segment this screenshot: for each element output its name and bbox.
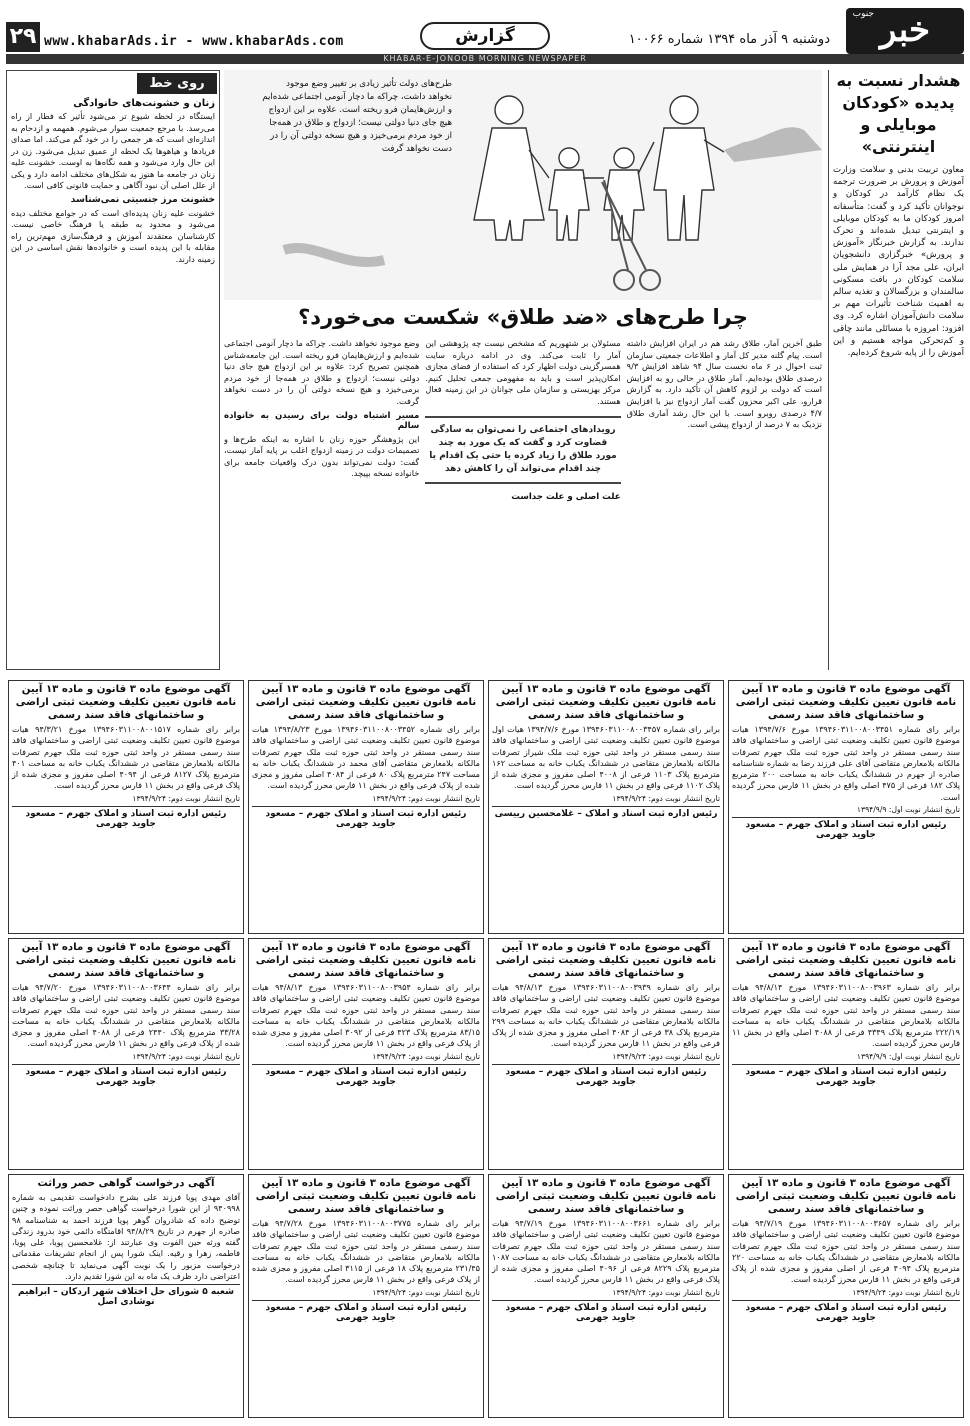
legal-ad <box>728 1174 964 1418</box>
legal-ad <box>248 938 484 1170</box>
ad-date: تاریخ انتشار نوبت دوم: ۱۳۹۴/۹/۲۴ <box>372 1051 480 1061</box>
ad-title: آگهی موضوع ماده ۳ قانون و ماده ۱۳ آیین نامه قانون تعیین تکلیف وضعیت ثبتی اراضی و ساختمانهای فاقد سند رسمی <box>15 684 237 721</box>
right-column-article <box>828 70 964 670</box>
article-photo <box>224 70 822 300</box>
legal-ad <box>488 1174 724 1418</box>
legal-ads-section <box>6 680 964 1420</box>
ad-title: آگهی موضوع ماده ۳ قانون و ماده ۱۳ آیین نامه قانون تعیین تکلیف وضعیت ثبتی اراضی و ساختمانهای فاقد سند رسمی <box>15 942 237 979</box>
ad-title: آگهی موضوع ماده ۳ قانون و ماده ۱۳ آیین نامه قانون تعیین تکلیف وضعیت ثبتی اراضی و ساختمانهای فاقد سند رسمی <box>735 942 957 979</box>
legal-ad <box>728 680 964 934</box>
ad-date: تاریخ انتشار نوبت دوم: ۱۳۹۴/۹/۲۴ <box>132 1051 240 1061</box>
article-col-1-text: طبق آخرین آمار، طلاق رشد هم در ایران افزایش داشته است. پیام گلنه مدیر کل آمار و اطلاعات جمعیتی سازمان ثبت احوال در ۶ ماه نخست سال ۹۴ شاهد افزایش ۹/۳ درصدی طلاق بوده‌ایم. آمار طلاق در حالی رو به افزایش است که دولت بر لزوم کاهش آن تأکید دارد. به گزارش قرارو، علی اکبر محزون گفت آمار ازدواج نیز با افزایش ۴/۷ درصدی روبرو است. با این حال رشد آماری طلاق نزدیک به ۷ درصد از ازدواج پیشی است. <box>626 338 822 430</box>
main-article <box>224 70 822 670</box>
ad-body: برابر رای شماره ۱۳۹۴۶۰۳۱۱۰۰۸۰۰۳۹۶۳ مورخ ۹۴/۸/۱۴ هیات موضوع قانون تعیین تکلیف وضعیت ثبتی اراضی و ساختمانهای فاقد سند رسمی مستقر در واحد ثبتی حوزه ثبت ملک جهرم تصرفات مالکانه بلامعارض متقاضی در ششدانگ یکباب خانه به مساحت ۲۲۲/۱۹ مترمربع پلاک ۴۳۴۹ فرعی از ۴۰۸۸ اصلی واقع در بخش ۱۱ فارس محرز گردیده است. <box>732 982 961 1049</box>
ad-signature: رئیس اداره ثبت اسناد و املاک – غلامحسین رییسی <box>492 806 720 819</box>
legal-ad-inheritance <box>8 1174 244 1418</box>
article-col-3-text: وضع موجود نخواهد داشت. چراکه ما دچار آنومی اجتماعی شده‌ایم و ارزش‌هایمان فرو ریخته است. این جامعه‌شناس همچنین تصریح کرد: علاوه بر این ازدواج هیچ جای دنیا دولتی نیست؛ ازدواج و طلاق در همه‌جا از خود مردم برمی‌خیزد و هیچ نسخه دولتی آن را در دست نخواهد گرفت. <box>224 338 420 406</box>
masthead <box>0 0 970 64</box>
ad-body: برابر رای شماره ۱۳۹۴۶۰۳۱۱۰۰۸۰۰۳۹۵۴ مورخ ۹۴/۸/۱۳ هیات موضوع قانون تعیین تکلیف وضعیت ثبتی اراضی و ساختمانهای فاقد سند رسمی مستقر در واحد ثبتی حوزه ثبت ملک جهرم تصرفات مالکانه بلامعارض متقاضی در ششدانگ یکباب خانه به مساحت ۸۳/۱۵ مترمربع پلاک ۴۲۳ فرعی از ۳۰۹۲ اصلی مفروز و مجزی شده از پلاک فرعی واقع در بخش ۱۱ فارس محرز گردیده است. <box>252 982 481 1049</box>
tagline: KHABAR-E-JONOOB MORNING NEWSPAPER <box>6 54 964 64</box>
pull-quote: رویدادهای اجتماعی را نمی‌توان به سادگی قضاوت کرد و گفت که یک مورد به چند مورد طلاق را زیاد کرده یا حتی یک اقدام یا چند اقدام می‌تواند آن را کاهش دهد <box>425 416 620 484</box>
ad-body: برابر رای شماره ۱۳۹۴۶۰۳۱۱۰۰۸۰۰۱۵۱۷ مورخ ۹۴/۳/۲۱ هیات موضوع قانون تعیین تکلیف وضعیت ثبتی اراضی و ساختمانهای فاقد سند رسمی مستقر در واحد ثبتی حوزه ثبت ملک جهرم تصرفات مالکانه بلامعارض متقاضی در ششدانگ یکباب خانه به مساحت ۴۰۱ مترمربع پلاک ۸۱۲۷ فرعی از ۴۰۹۴ اصلی مفروز و مجزی شده از پلاک فرعی واقع در بخش ۱۱ فارس محرز گردیده است. <box>12 724 241 791</box>
ad-date: تاریخ انتشار نوبت دوم: ۱۳۹۴/۹/۲۴ <box>612 1287 720 1297</box>
legal-ad <box>488 680 724 934</box>
ad-title: آگهی درخواست گواهی حصر وراثت <box>37 1178 215 1189</box>
legal-ad <box>8 938 244 1170</box>
legal-ad <box>248 1174 484 1418</box>
ad-signature: رئیس اداره ثبت اسناد و املاک جهرم – مسعود جاوید جهرمی <box>12 806 240 829</box>
ad-body: برابر رای شماره ۱۳۹۴۶۰۳۱۱۰۰۸۰۰۳۶۴۴ مورخ ۹۴/۷/۲۰ هیات موضوع قانون تعیین تکلیف وضعیت ثبتی اراضی و ساختمانهای فاقد سند رسمی مستقر در واحد ثبتی حوزه ثبت ملک جهرم تصرفات مالکانه بلامعارض متقاضی در ششدانگ یکباب خانه به مساحت ۳۳/۲۸ مترمربع پلاک ۲۴۴۰ فرعی از ۴۰۸۸ اصلی مفروز و مجزی شده از پلاک فرعی واقع در بخش ۱۱ فارس محرز گردیده است. <box>12 982 241 1049</box>
legal-ad <box>8 680 244 934</box>
ad-title: آگهی موضوع ماده ۳ قانون و ماده ۱۳ آیین نامه قانون تعیین تکلیف وضعیت ثبتی اراضی و ساختمانهای فاقد سند رسمی <box>255 942 477 979</box>
ad-title: آگهی موضوع ماده ۳ قانون و ماده ۱۳ آیین نامه قانون تعیین تکلیف وضعیت ثبتی اراضی و ساختمانهای فاقد سند رسمی <box>735 684 957 721</box>
ad-date: تاریخ انتشار نوبت دوم: ۱۳۹۴/۹/۲۴ <box>132 793 240 803</box>
legal-ad <box>728 938 964 1170</box>
ad-body: برابر رای شماره ۱۳۹۴۶۰۳۱۱۰۰۸۰۰۳۴۵۱ مورخ ۱۳۹۴/۷/۶ هیات موضوع قانون تعیین تکلیف وضعیت ثبتی اراضی و ساختمانهای فاقد سند رسمی مستقر در واحد ثبتی حوزه ثبت ملک جهرم تصرفات مالکانه بلامعارض متقاضی آقای علی فرزند رضا به شماره شناسنامه صادره از جهرم در ششدانگ یکباب خانه به مساحت ۲۰۰ مترمربع پلاک ۱۸۲ فرعی از ۴۷۵ اصلی واقع در بخش ۱۱ فارس محرز گردیده است. <box>732 724 961 802</box>
left-article-subtitle: خشونت مرز جنسیتی نمی‌شناسد <box>70 194 215 205</box>
article-col-3 <box>224 338 419 670</box>
ad-date: تاریخ انتشار نوبت دوم: ۱۳۹۴/۹/۲۴ <box>612 1051 720 1061</box>
article-col-3b-text: این پژوهشگر حوزه زنان با اشاره به اینکه طرح‌ها و تصمیمات دولت در زمینه ازدواج اغلب بر پایه آمار نیست، گفت: دولت نمی‌تواند بدون درک واقعیات جامعه برای خانواده نسخه بپیچد. <box>224 433 420 479</box>
ad-date: تاریخ انتشار نوبت دوم: ۱۳۹۴/۹/۲۴ <box>372 793 480 803</box>
legal-ad <box>248 680 484 934</box>
ad-signature: رئیس اداره ثبت اسناد و املاک جهرم – مسعود جاوید جهرمی <box>732 1300 960 1323</box>
left-column-article <box>6 70 220 670</box>
ad-body: برابر رای شماره ۱۳۹۴۶۰۳۱۱۰۰۸۰۰۳۶۶۱ مورخ ۹۴/۷/۱۹ هیات موضوع قانون تعیین تکلیف وضعیت ثبتی اراضی و ساختمانهای فاقد سند رسمی مستقر در واحد ثبتی حوزه ثبت ملک جهرم تصرفات مالکانه بلامعارض متقاضی در ششدانگ یکباب خانه به مساحت ۱۰۸۷ مترمربع پلاک ۸۲۲۹ فرعی از ۴۰۹۶ اصلی مفروز و مجزی شده از پلاک فرعی واقع در بخش ۱۱ فارس محرز گردیده است. <box>492 1218 721 1285</box>
ad-title: آگهی موضوع ماده ۳ قانون و ماده ۱۳ آیین نامه قانون تعیین تکلیف وضعیت ثبتی اراضی و ساختمانهای فاقد سند رسمی <box>495 942 717 979</box>
ad-title: آگهی موضوع ماده ۳ قانون و ماده ۱۳ آیین نامه قانون تعیین تکلیف وضعیت ثبتی اراضی و ساختمانهای فاقد سند رسمی <box>495 1178 717 1215</box>
site-url[interactable]: www.khabarAds.ir - www.khabarAds.com <box>44 34 344 49</box>
ad-signature: رئیس اداره ثبت اسناد و املاک جهرم – مسعود جاوید جهرمی <box>492 1300 720 1323</box>
ad-signature: رئیس اداره ثبت اسناد و املاک جهرم – مسعود جاوید جهرمی <box>732 1064 960 1087</box>
section-title: گزارش <box>420 22 550 50</box>
ad-signature: رئیس اداره ثبت اسناد و املاک جهرم – مسعود جاوید جهرمی <box>252 1064 480 1087</box>
ad-date: تاریخ انتشار نوبت دوم: ۱۳۹۴/۹/۲۴ <box>852 1287 960 1297</box>
ad-signature: رئیس اداره ثبت اسناد و املاک جهرم – مسعود جاوید جهرمی <box>252 806 480 829</box>
article-subheading-2: مسیر اشتباه دولت برای رسیدن به خانواده سالم <box>224 410 420 431</box>
article-col-1 <box>627 338 822 670</box>
ad-body: برابر رای شماره ۱۳۹۴۶۰۳۱۱۰۰۸۰۰۳۶۵۷ مورخ ۹۴/۷/۱۹ هیات موضوع قانون تعیین تکلیف وضعیت ثبتی اراضی و ساختمانهای فاقد سند رسمی مستقر در واحد ثبتی حوزه ثبت ملک جهرم تصرفات مالکانه بلامعارض متقاضی در ششدانگ یکباب خانه به مساحت ۲۲۰ مترمربع پلاک ۴۰۹۴ فرعی از اصلی مفروز و مجزی شده از پلاک فرعی واقع در بخش ۱۱ فارس محرز گردیده است. <box>732 1218 961 1285</box>
article-col-2 <box>425 338 620 670</box>
ad-body: برابر رای شماره ۱۳۹۴۶۰۳۱۱۰۰۸۰۰۳۴۵۷ مورخ ۱۳۹۴/۷/۶ هیات اول موضوع قانون تعیین تکلیف وضعیت ثبتی اراضی و ساختمانهای فاقد سند رسمی مستقر در واحد ثبتی حوزه ثبت ملک شیراز تصرفات مالکانه بلامعارض متقاضی در ششدانگ یکباب خانه به مساحت ۱۶۲ مترمربع پلاک ۱۱۰۳ فرعی از ۴۰۰۸ اصلی مفروز و مجزی شده از پلاک ۱۱۰۲ فرعی واقع در بخش ۱۱ فارس محرز گردیده است. <box>492 724 721 791</box>
issue-info: دوشنبه ۹ آذر ماه ۱۳۹۴ شماره ۱۰۰۶۶ <box>628 32 830 47</box>
logo-subtitle: جنوب <box>852 9 874 19</box>
article-columns <box>224 338 822 670</box>
ad-title: آگهی موضوع ماده ۳ قانون و ماده ۱۳ آیین نامه قانون تعیین تکلیف وضعیت ثبتی اراضی و ساختمانهای فاقد سند رسمی <box>735 1178 957 1215</box>
ad-date: تاریخ انتشار نوبت اول: ۱۳۹۴/۹/۹ <box>856 805 960 815</box>
ad-body: برابر رای شماره ۱۳۹۴۶۰۳۱۱۰۰۸۰۰۳۴۵۲ مورخ ۱۳۹۴/۸/۲۳ هیات موضوع قانون تعیین تکلیف وضعیت ثبتی اراضی و ساختمانهای فاقد سند رسمی مستقر در واحد ثبتی حوزه ثبت ملک جهرم تصرفات مالکانه بلامعارض متقاضی آقای محمد در ششدانگ یکباب خانه به مساحت ۲۴۷ مترمربع پلاک ۸۰ فرعی از ۴۰۸۴ اصلی مفروز و مجزی شده از پلاک فرعی واقع در بخش ۱۱ فارس محرز گردیده است. <box>252 724 481 791</box>
ad-signature: شعبه ۵ شورای حل اختلاف شهر اردکان – ابراهیم نوشادی اصل <box>12 1284 240 1307</box>
ad-title: آگهی موضوع ماده ۳ قانون و ماده ۱۳ آیین نامه قانون تعیین تکلیف وضعیت ثبتی اراضی و ساختمانهای فاقد سند رسمی <box>495 684 717 721</box>
right-article-body: معاون تربیت بدنی و سلامت وزارت آموزش و پرورش بر ضرورت ترجمه یک نظام کارآمد در کودکان و نوجوانان تأکید کرد و گفت: متأسفانه امروز کودکان ما به کودکان موبایلی و اینترنتی تبدیل شده‌اند و تحرک ندارند. به گزارش خبرنگار «آموزش و پرورش» خبرگزاری دانشجویان ایران، علی مجد آرا در همایش ملی سلامت کودکان در بافت مسکونی سالمندان و بزرگسالان و تغذیه سالم به اهمیت شناخت تأثیرات مهم بر سلامت دانش‌آموزان اشاره کرد. وی افزود: امروزه با مسائلی مانند چاقی و کم‌تحرکی مواجه هستیم و این آموزش را از پایه شروع کرده‌ایم. <box>833 165 964 359</box>
left-article-body: ایستگاه در لحظه شیوع تر می‌شود تأثیر که فطار از راه می‌رسد. با مرجع جمعیت سوار می‌شوم. همهمه و ازدحام به اندازه‌ای است که هر جمعی را در خود گم می‌کند. اما صدای فریادها و هیاهوها یک لحظه از عمیق تبدیل می‌شود. زن در این حال وارد می‌شود و همه نگاه‌ها به اوست. خشونت علیه زنان در جامعه ما هنوز به شکل‌های مختلف ادامه دارد و یکی از علل اصلی آن نبود آگاهی و حمایت قانونی کافی است. <box>11 111 215 190</box>
ad-signature: رئیس اداره ثبت اسناد و املاک جهرم – مسعود جاوید جهرمی <box>12 1064 240 1087</box>
legal-ad <box>488 938 724 1170</box>
ad-body: برابر رای شماره ۱۳۹۴۶۰۳۱۱۰۰۸۰۰۳۷۷۵ مورخ ۹۴/۷/۲۸ هیات موضوع قانون تعیین تکلیف وضعیت ثبتی اراضی و ساختمانهای فاقد سند رسمی مستقر در واحد ثبتی حوزه ثبت ملک جهرم تصرفات مالکانه بلامعارض متقاضی در ششدانگ یکباب خانه به مساحت ۲۳۱/۴۵ مترمربع پلاک ۱۸ فرعی از ۳۱۱۵ اصلی مفروز و مجزی شده از پلاک فرعی واقع در بخش ۱۱ فارس محرز گردیده است. <box>252 1218 481 1285</box>
ad-title: آگهی موضوع ماده ۳ قانون و ماده ۱۳ آیین نامه قانون تعیین تکلیف وضعیت ثبتی اراضی و ساختمانهای فاقد سند رسمی <box>255 684 477 721</box>
ad-date: تاریخ انتشار نوبت اول: ۱۳۹۴/۹/۹ <box>856 1051 960 1061</box>
page-number: ۲۹ <box>6 22 40 52</box>
ad-date: تاریخ انتشار نوبت دوم: ۱۳۹۴/۹/۲۴ <box>372 1287 480 1297</box>
left-article-title: زنان و خشونت‌های خانوادگی <box>73 98 215 109</box>
right-article-title: هشدار نسبت به پدیده «کودکان موبایلی و اینترنتی» <box>836 71 961 156</box>
main-headline: چرا طرح‌های «ضد طلاق» شکست می‌خورد؟ <box>298 305 748 329</box>
ad-signature: رئیس اداره ثبت اسناد و املاک جهرم – مسعود جاوید جهرمی <box>252 1300 480 1323</box>
ad-body: برابر رای شماره ۱۳۹۴۶۰۳۱۱۰۰۸۰۰۳۹۳۹ مورخ ۹۴/۸/۱۳ هیات موضوع قانون تعیین تکلیف وضعیت ثبتی اراضی و ساختمانهای فاقد سند رسمی مستقر در واحد ثبتی حوزه ثبت ملک جهرم تصرفات مالکانه بلامعارض متقاضی در ششدانگ یکباب خانه به مساحت ۲۹۹ مترمربع پلاک ۳۸ فرعی از ۴۰۸۴ اصلی مفروز و مجزی شده از پلاک فرعی واقع در بخش ۱۱ فارس محرز گردیده است. <box>492 982 721 1049</box>
left-article-body-2: خشونت علیه زنان پدیده‌ای است که در جوامع مختلف دیده می‌شود و محدود به طبقه یا فرهنگ خاصی نیست. کارشناسان معتقدند آموزش و فرهنگ‌سازی مهم‌ترین راه مقابله با این پدیده است و خانواده‌ها نقش اساسی در این زمینه دارند. <box>11 207 215 264</box>
ad-signature: رئیس اداره ثبت اسناد و املاک جهرم – مسعود جاوید جهرمی <box>732 817 960 840</box>
ad-date: تاریخ انتشار نوبت دوم: ۱۳۹۴/۹/۲۴ <box>612 793 720 803</box>
photo-caption: طرح‌های دولت تأثیر زیادی بر تغییر وضع موجود نخواهد داشت، چراکه ما دچار آنومی اجتماعی شده‌ایم و ارزش‌هایمان فرو ریخته است. علاوه بر این ازدواج هیچ جای دنیا دولتی نیست؛ ازدواج و طلاق در همه‌جا از خود مردم برمی‌خیزد و هیچ نسخه دولتی آن را در دست نخواهد گرفت <box>262 79 452 154</box>
ad-body: آقای مهدی پویا فرزند علی بشرح دادخواست تقدیمی به شماره ۹۴۰۹۹۸ از این شورا درخواست گواهی حصر وراثت نموده و چنین توضیح داده که شادروان گوهر پویا فرزند احمد به شناسنامه ۹۸ صادره از جهرم در تاریخ ۹۴/۸/۲۹ اقامتگاه دائمی خود بدرود زندگی گفته ورثه حین الفوت وی عبارتند از: غلامحسین پویا، علی پویا، فاطمه، زهرا و رقیه. اینک شورا پس از انجام تشریفات مقدماتی درخواست مزبور را یک نوبت آگهی می‌نماید تا چنانچه شخصی اعتراضی دارد ظرف یک ماه به این شورا تقدیم دارد. <box>12 1192 240 1282</box>
ad-title: آگهی موضوع ماده ۳ قانون و ماده ۱۳ آیین نامه قانون تعیین تکلیف وضعیت ثبتی اراضی و ساختمانهای فاقد سند رسمی <box>255 1178 477 1215</box>
logo-text: خبر <box>879 10 931 50</box>
column-tag: روی خط <box>137 73 217 94</box>
article-subheading-1: علت اصلی و علت جداست <box>511 491 621 502</box>
article-col-2-text: مسئولان بر شتهوریم که مشخص نیست چه پژوهشی این آمار را ثابت می‌کند. وی در ادامه درباره سایت همسرگزینی دولت اظهار کرد که استفاده از فضای مجازی امکان‌پذیر است و باید به مفهومی جمعی تحلیل کنیم. مرکز بهزیستی و سازمان ملی جوانان در این زمینه فعال هستند. <box>425 338 621 406</box>
ad-signature: رئیس اداره ثبت اسناد و املاک جهرم – مسعود جاوید جهرمی <box>492 1064 720 1087</box>
